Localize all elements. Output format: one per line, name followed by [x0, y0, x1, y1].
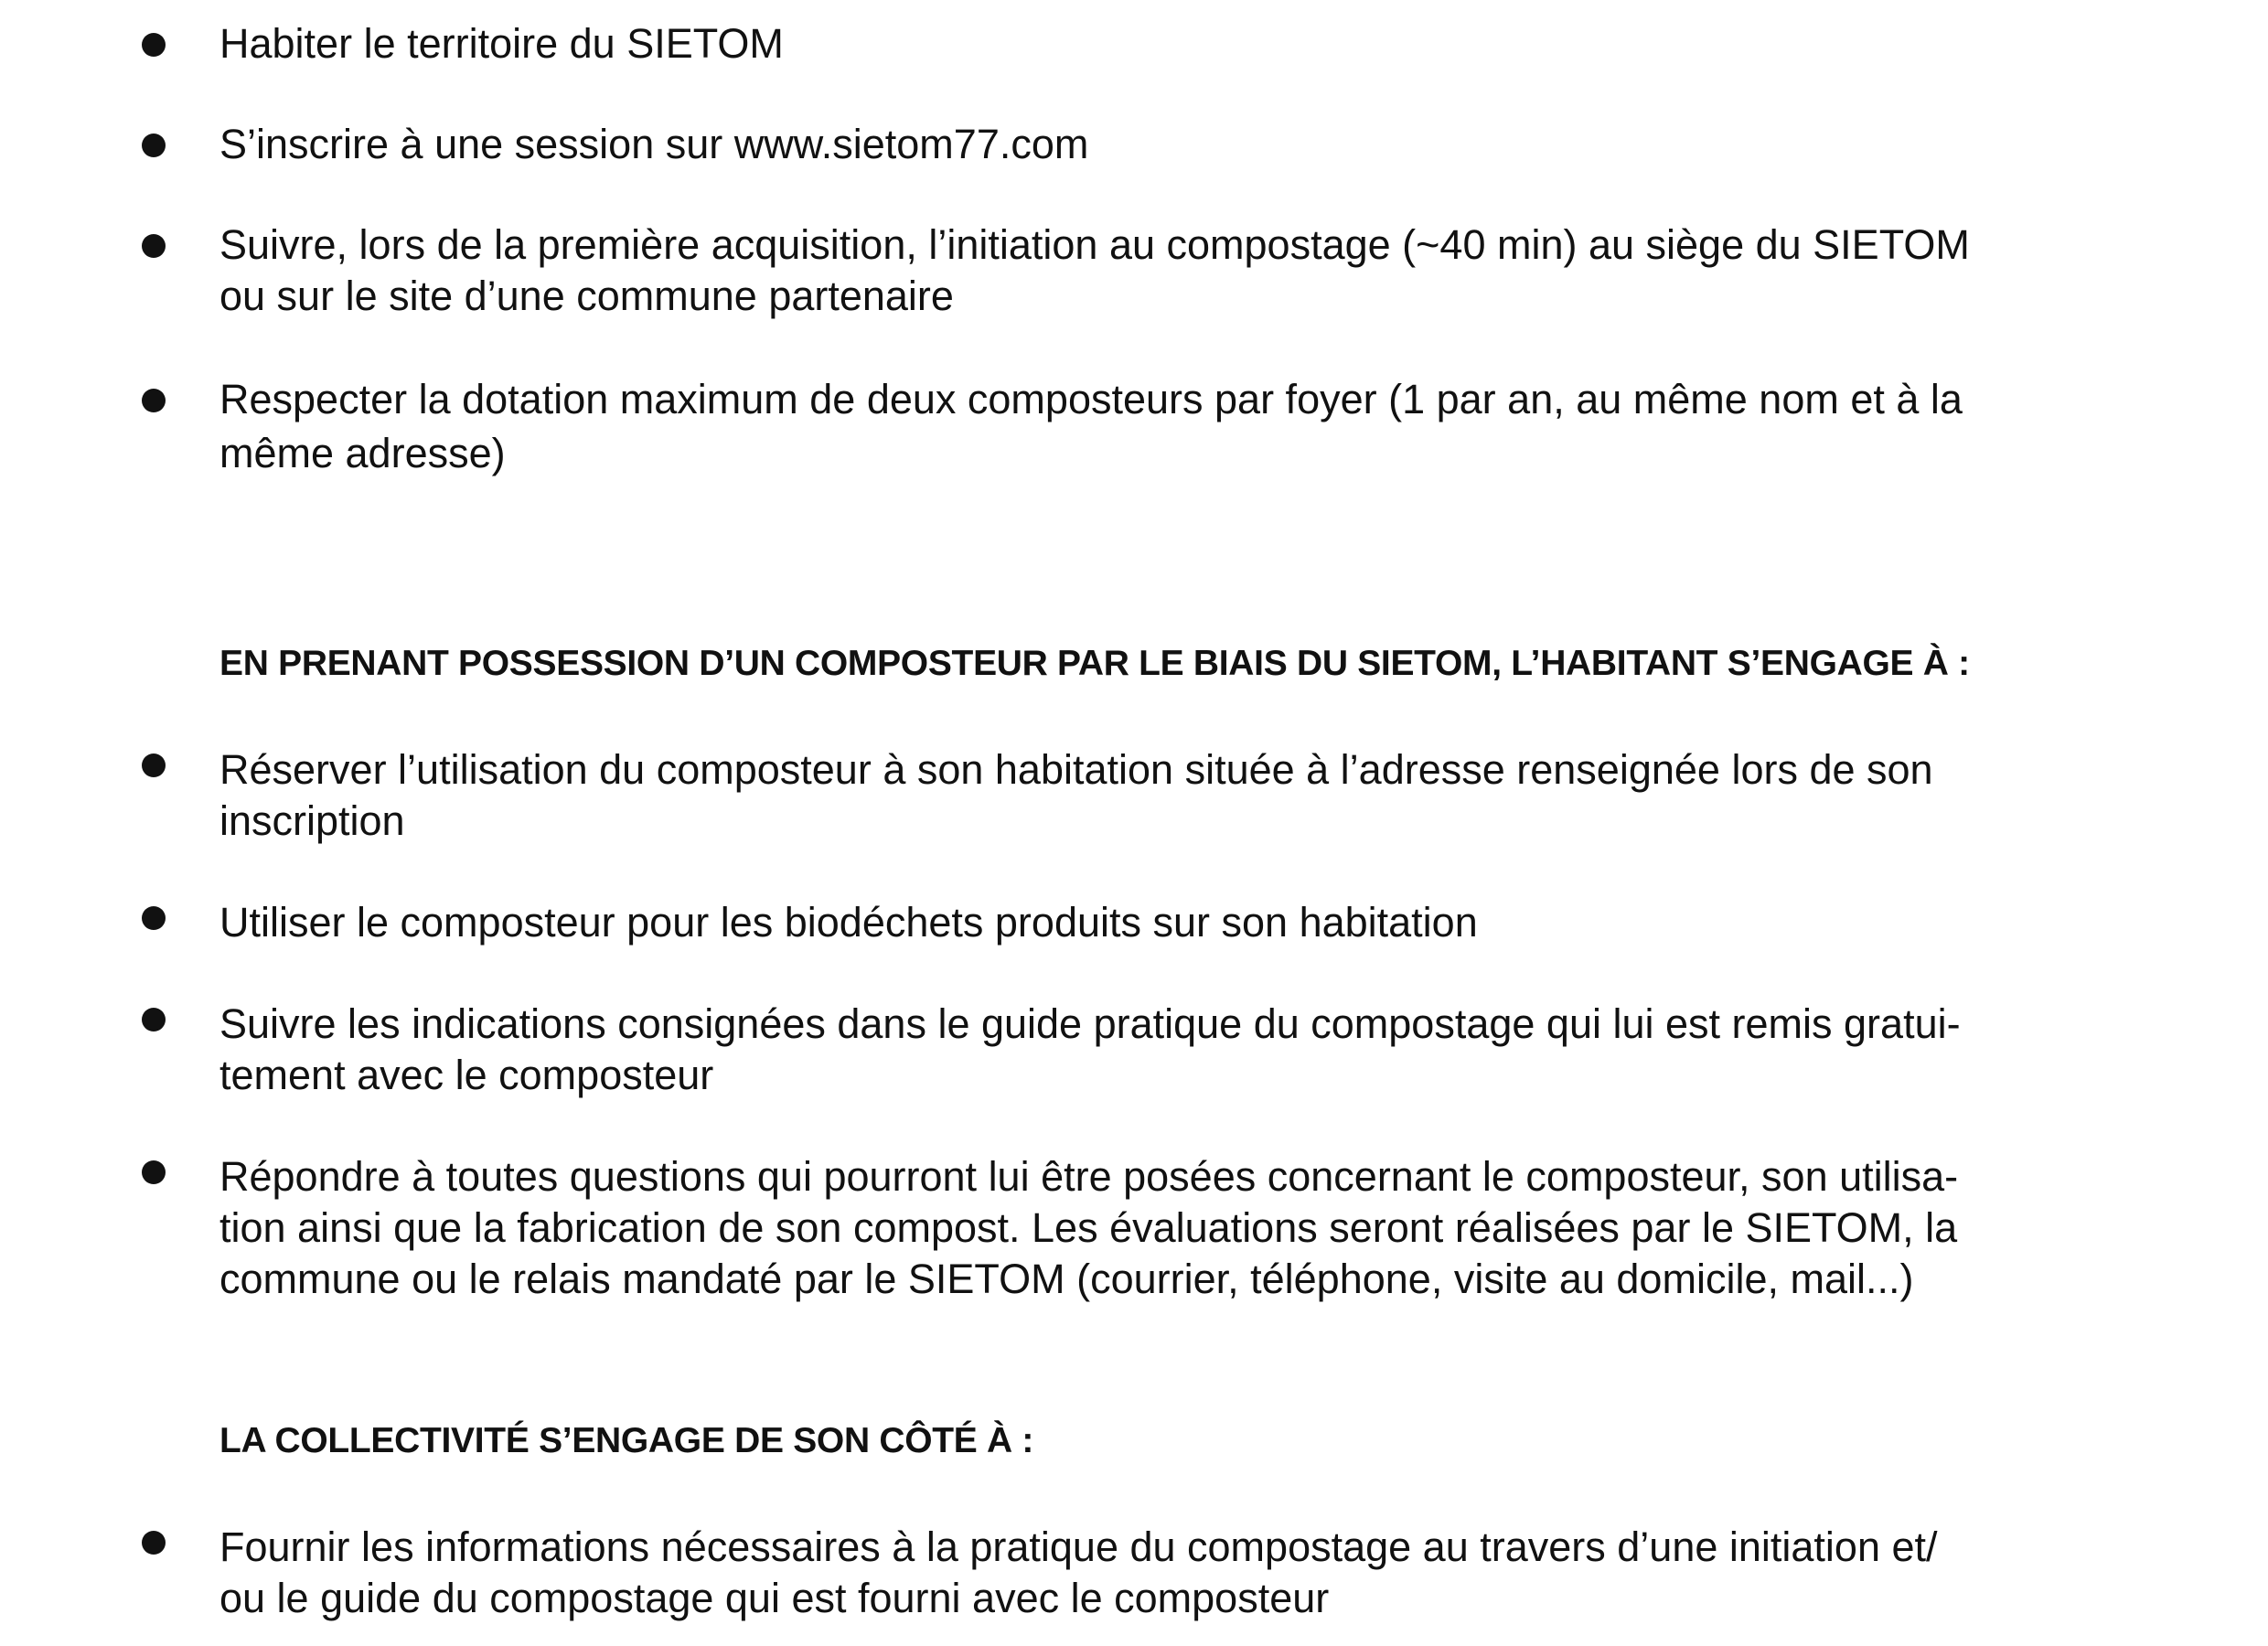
bullet-icon	[142, 906, 166, 930]
list-item-text: Utiliser le composteur pour les biodéchets produits sur son habitation	[219, 899, 1478, 946]
bullet-icon	[142, 134, 166, 157]
bullet-icon	[142, 1531, 166, 1555]
list-item-text: Réserver l’utilisation du composteur à son habitation située à l’adresse renseignée lors de son inscription	[219, 746, 1933, 844]
bullet-icon	[142, 33, 166, 57]
section-heading-collectivite: LA COLLECTIVITÉ S’ENGAGE DE SON CÔTÉ À :	[219, 1421, 1034, 1460]
list-item-text: Habiter le territoire du SIETOM	[219, 20, 784, 67]
bullet-icon	[142, 234, 166, 258]
list-item-text: Suivre les indications consignées dans le guide pratique du compostage qui lui est remis gratui- tement avec le composteur	[219, 1000, 1961, 1098]
list-item-text: Répondre à toutes questions qui pourront lui être posées concernant le composteur, son utilisa- tion ainsi que la fabrication de son compost. Les évaluations seront réalisées par le SIETOM, la commune ou le relais mandaté par le SIETOM (courrier, téléphone, visite au domicile, mail...)	[219, 1153, 1959, 1302]
list-item-text: Fournir les informations nécessaires à la pratique du compostage au travers d’une initiation et/ ou le guide du compostage qui est fourni avec le composteur	[219, 1523, 1938, 1621]
bullet-icon	[142, 1160, 166, 1184]
bullet-icon	[142, 389, 166, 412]
list-item-text: Suivre, lors de la première acquisition, l’initiation au compostage (~40 min) au siège du SIETOM ou sur le site d’une commune partenaire	[219, 221, 1970, 319]
bullet-icon	[142, 1008, 166, 1031]
bullet-icon	[142, 754, 166, 777]
list-item-text: S’inscrire à une session sur www.sietom77.com	[219, 121, 1089, 167]
section-heading-habitant: EN PRENANT POSSESSION D’UN COMPOSTEUR PAR LE BIAIS DU SIETOM, L’HABITANT S’ENGAGE À :	[219, 644, 1970, 683]
list-item-text: Respecter la dotation maximum de deux composteurs par foyer (1 par an, au même nom et à la même adresse)	[219, 376, 1963, 476]
